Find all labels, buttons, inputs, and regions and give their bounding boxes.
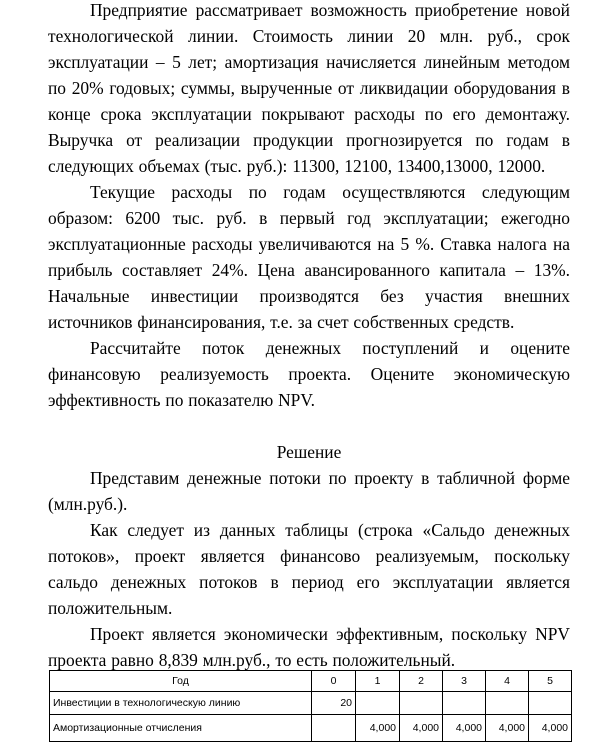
header-cell: 0 <box>312 671 356 692</box>
solution-paragraph-1: Представим денежные потоки по проекту в табличной форме (млн.руб.). <box>48 468 570 514</box>
table-cell <box>443 692 486 715</box>
header-cell: 3 <box>443 671 486 692</box>
table-row <box>50 692 572 715</box>
table-header-row <box>50 671 572 692</box>
table-cell: 20 <box>312 692 356 715</box>
problem-paragraph-1: Предприятие рассматривает возможность приобретение новой технологической линии. Стоимость линии 20 млн. руб., срок эксплуатации – 5 лет; амортизация начисляется линейным методом по 20% годовых; суммы, вырученные от ликвидации оборудования в конце срока эксплуатации покрывают расходы по его демонтажу. Выручка от реализации продукции прогнозируется по годам в следующих объемах (тыс. руб.): 11300, 12100, 13400,13000, 12000. <box>48 0 570 176</box>
table-cell <box>356 692 400 715</box>
spacer <box>48 413 570 439</box>
header-cell: 2 <box>400 671 443 692</box>
solution-paragraph-3: Проект является экономически эффективным, поскольку NPV проекта равно 8,839 млн.руб., то есть положительный. <box>48 624 570 670</box>
table-cell <box>529 692 572 715</box>
table-cell: 4,000 <box>400 715 443 742</box>
table-cell <box>312 715 356 742</box>
header-cell: 5 <box>529 671 572 692</box>
table-cell: 4,000 <box>443 715 486 742</box>
document-body <box>48 0 570 673</box>
solution-heading: Решение <box>276 442 342 462</box>
table-row <box>50 715 572 742</box>
row-label: Амортизационные отчисления <box>50 715 312 742</box>
header-cell: 4 <box>486 671 529 692</box>
cash-flow-table <box>49 670 572 742</box>
header-cell-year: Год <box>50 671 312 692</box>
table-cell: 4,000 <box>529 715 572 742</box>
row-label: Инвестиции в технологическую линию <box>50 692 312 715</box>
problem-paragraph-2: Текущие расходы по годам осуществляются следующим образом: 6200 тыс. руб. в первый год эксплуатации; ежегодно эксплуатационные расходы увеличиваются на 5 %. Ставка налога на прибыль составляет 24%. Цена авансированного капитала – 13%. Начальные инвестиции производятся без участия внешних источников финансирования, т.е. за счет собственных средств. <box>48 182 570 332</box>
solution-paragraph-2: Как следует из данных таблицы (строка «Сальдо денежных потоков», проект является финансово реализуемым, поскольку сальдо денежных потоков в период его эксплуатации является положительным. <box>48 520 570 618</box>
table-cell: 4,000 <box>486 715 529 742</box>
table-cell <box>486 692 529 715</box>
header-cell: 1 <box>356 671 400 692</box>
problem-paragraph-3: Рассчитайте поток денежных поступлений и оцените финансовую реализуемость проекта. Оцените экономическую эффективность по показателю NPV. <box>48 338 570 410</box>
table-cell: 4,000 <box>356 715 400 742</box>
table-cell <box>400 692 443 715</box>
